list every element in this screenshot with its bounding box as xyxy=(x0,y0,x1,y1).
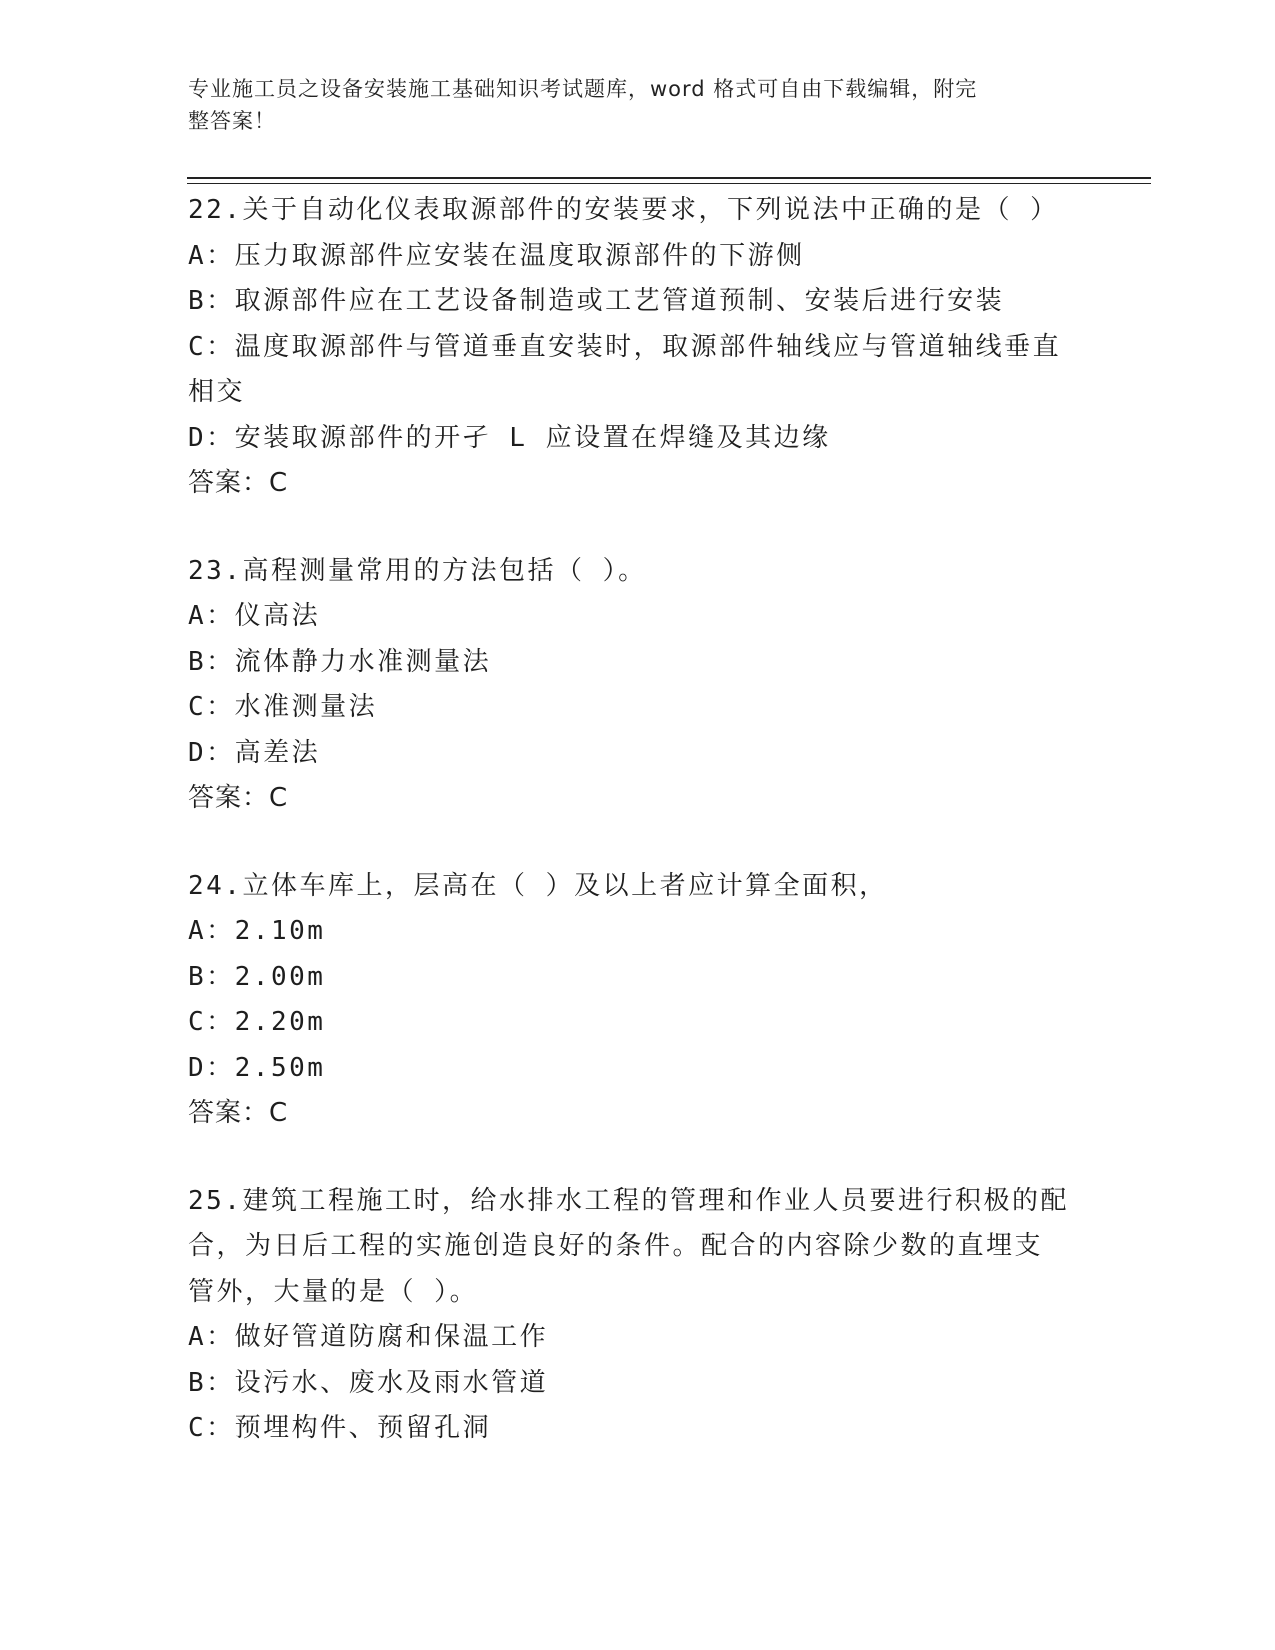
header-line: 整答案！ xyxy=(188,109,276,133)
question-stem: 23.高程测量常用的方法包括（ ）。 xyxy=(188,555,647,586)
answer-option: C：水准测量法 xyxy=(188,692,378,722)
answer-option: A：仪高法 xyxy=(188,601,321,631)
answer-option: B：2.00m xyxy=(188,961,326,992)
answer-option: C：温度取源部件与管道垂直安装时，取源部件轴线应与管道轴线垂直 xyxy=(188,331,1062,362)
question-stem: 管外，大量的是（ ）。 xyxy=(188,1276,479,1307)
question-block xyxy=(188,188,1088,507)
answer-key: 答案：C xyxy=(188,468,289,498)
answer-key: 答案：C xyxy=(188,1098,289,1128)
answer-option: B：取源部件应在工艺设备制造或工艺管道预制、安装后进行安装 xyxy=(188,286,1005,316)
header-line: 专业施工员之设备安装施工基础知识考试题库，word 格式可自由下载编辑，附完 xyxy=(188,77,978,101)
document-header xyxy=(188,73,1068,137)
answer-option: D：2.50m xyxy=(188,1052,326,1083)
answer-option: B：设污水、废水及雨水管道 xyxy=(188,1367,549,1398)
answer-option: A：2.10m xyxy=(188,916,326,946)
answer-key: 答案：C xyxy=(188,783,289,813)
question-list xyxy=(188,188,1088,1494)
answer-option: C：2.20m xyxy=(188,1007,326,1037)
header-divider-thick xyxy=(187,177,1151,179)
answer-option: B：流体静力水准测量法 xyxy=(188,646,492,677)
answer-option: A：做好管道防腐和保温工作 xyxy=(188,1322,549,1352)
header-divider-thin xyxy=(187,183,1151,184)
question-stem: 24.立体车库上，层高在（ ）及以上者应计算全面积， xyxy=(188,870,888,901)
question-stem: 合，为日后工程的实施创造良好的条件。配合的内容除少数的直埋支 xyxy=(188,1231,1044,1261)
question-block xyxy=(188,864,1088,1137)
answer-option: D：安装取源部件的开孑 L 应设置在焊缝及其边缘 xyxy=(188,422,831,453)
answer-option: 相交 xyxy=(188,377,246,407)
question-stem: 22.关于自动化仪表取源部件的安装要求，下列说法中正确的是（ ） xyxy=(188,195,1059,225)
answer-option: D：高差法 xyxy=(188,737,321,768)
question-block xyxy=(188,1179,1088,1452)
question-block xyxy=(188,549,1088,822)
answer-option: C：预埋构件、预留孔洞 xyxy=(188,1413,492,1443)
answer-option: A：压力取源部件应安装在温度取源部件的下游侧 xyxy=(188,240,805,271)
question-stem: 25.建筑工程施工时，给水排水工程的管理和作业人员要进行积极的配 xyxy=(188,1185,1069,1216)
